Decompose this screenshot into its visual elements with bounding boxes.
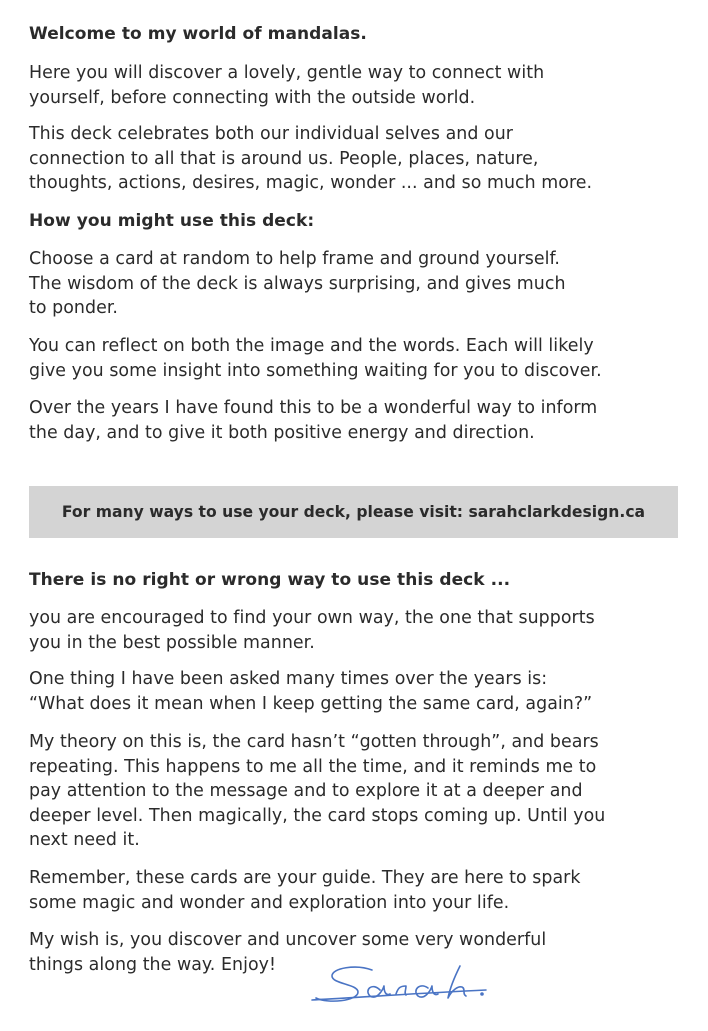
closing-heading: There is no right or wrong way to use this deck ...: [29, 570, 511, 590]
usage-paragraph-2: You can reflect on both the image and the words. Each will likely give you some insight into something waiting for you to discover.: [29, 336, 602, 381]
website-banner-text[interactable]: For many ways to use your deck, please visit: sarahclarkdesign.ca: [61, 503, 646, 521]
usage-paragraph-3: Over the years I have found this to be a wonderful way to inform the day, and to give it both positive energy and direction.: [29, 398, 598, 443]
usage-heading: How you might use this deck:: [29, 211, 315, 231]
intro-heading: Welcome to my world of mandalas.: [29, 24, 367, 44]
closing-paragraph-2: One thing I have been asked many times over the years is: “What does it mean when I keep getting the same card, again?”: [29, 669, 593, 714]
website-banner: [29, 486, 678, 538]
intro-paragraph-2: This deck celebrates both our individual selves and our connection to all that is around us. People, places, nature, thoughts, actions, desires, magic, wonder ... and so much more.: [29, 124, 593, 194]
closing-paragraph-5: My wish is, you discover and uncover some very wonderful things along the way. Enjoy!: [29, 930, 547, 975]
closing-paragraph-4: Remember, these cards are your guide. They are here to spark some magic and wonder and exploration into your life.: [29, 868, 581, 913]
intro-paragraph-1: Here you will discover a lovely, gentle way to connect with yourself, before connecting with the outside world.: [29, 63, 545, 108]
signature-strokes: [312, 966, 486, 1001]
usage-paragraph-1: Choose a card at random to help frame and ground yourself. The wisdom of the deck is always surprising, and gives much to ponder.: [29, 249, 566, 319]
signature-image: [310, 960, 500, 1008]
signature-dot: [480, 992, 484, 996]
closing-paragraph-3: My theory on this is, the card hasn’t “gotten through”, and bears repeating. This happens to me all the time, and it reminds me to pay attention to the message and to explore it at a deeper and deeper level. Then magically, the card stops coming up. Until you next need it.: [29, 732, 606, 851]
closing-paragraph-1: you are encouraged to find your own way, the one that supports you in the best possible manner.: [29, 608, 595, 653]
